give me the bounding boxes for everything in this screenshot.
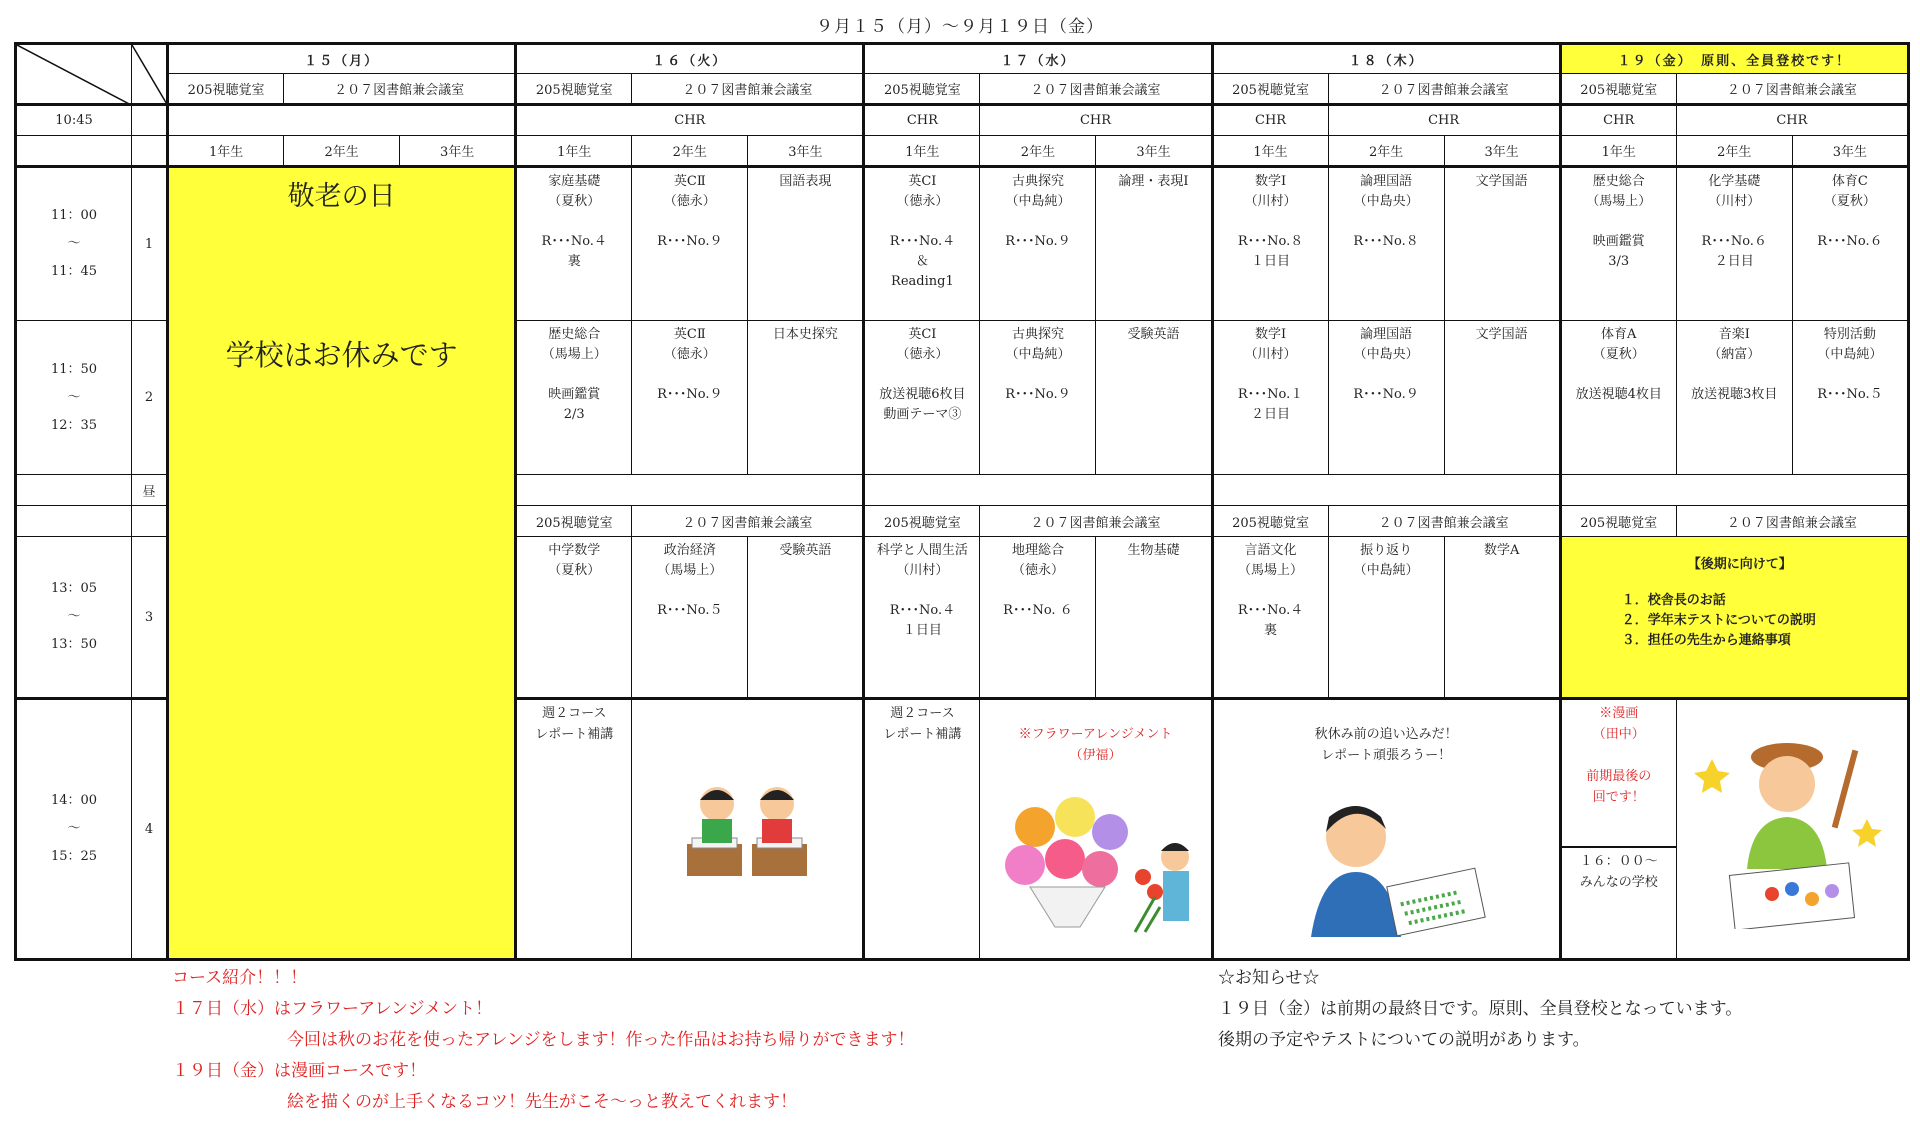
blank-chr-15: [168, 105, 516, 136]
room-lib: ２０７図書館兼会議室: [1676, 74, 1908, 105]
lunch-label: 昼: [132, 475, 168, 506]
note-line: 今回は秋のお花を使ったアレンジをします！作った作品はお持ち帰りができます！: [287, 1030, 915, 1050]
lesson-cell: 地理総合 （徳永） R･･･No. ６: [980, 537, 1096, 699]
makeup-class-16: 週２コース レポート補講: [516, 699, 632, 960]
lesson-cell: 振り返り （中島純）: [1328, 537, 1444, 699]
hr-time: 10:45: [16, 105, 132, 136]
lesson-cell: 論理国語 （中島央） R･･･No.８: [1328, 167, 1444, 321]
empty-cell: [16, 475, 132, 506]
chr-19-av: CHR: [1560, 105, 1676, 136]
chr-16: CHR: [516, 105, 864, 136]
lesson-cell: 音楽Ⅰ （納富） 放送視聴3枚目: [1676, 321, 1792, 475]
lesson-cell: 体育A （夏秋） 放送視聴4枚目: [1560, 321, 1676, 475]
grade-1: 1年生: [168, 136, 284, 167]
lesson-cell: 古典探究 （中島純） R･･･No.９: [980, 321, 1096, 475]
chr-19-lib: CHR: [1676, 105, 1908, 136]
day-header-15: １５（月）: [168, 44, 516, 74]
grade-2: 2年生: [284, 136, 400, 167]
room-lib: ２０７図書館兼会議室: [1676, 506, 1908, 537]
period-4-number: 4: [132, 699, 168, 960]
grade-3: 3年生: [748, 136, 864, 167]
lunch-19: [1560, 475, 1908, 506]
grade-1: 1年生: [1560, 136, 1676, 167]
note-line: １９日（金）は前期の最終日です。原則、全員登校となっています。: [1218, 999, 1743, 1019]
room-av: 205視聴覚室: [1212, 74, 1328, 105]
lesson-cell: 古典探究 （中島純） R･･･No.９: [980, 167, 1096, 321]
chr-18-av: CHR: [1212, 105, 1328, 136]
lesson-cell: 受験英語: [748, 537, 864, 699]
corner-cell: [16, 44, 132, 105]
note-line: １９日（金）は漫画コースです！: [172, 1061, 427, 1081]
chr-17-av: CHR: [864, 105, 980, 136]
period-4-time: 14：00 〜 15：25: [16, 699, 132, 960]
lesson-cell: 論理・表現Ⅰ: [1096, 167, 1212, 321]
note-line: 後期の予定やテストについての説明があります。: [1218, 1030, 1590, 1050]
chr-17-lib: CHR: [980, 105, 1212, 136]
note-line: 絵を描くのが上手くなるコツ！先生がこそ〜っと教えてくれます！: [287, 1092, 797, 1112]
announcement-box: [1560, 537, 1908, 699]
grade-1: 1年生: [516, 136, 632, 167]
lesson-cell: 化学基礎 （川村） R･･･No.６ ２日目: [1676, 167, 1792, 321]
room-lib: ２０７図書館兼会議室: [980, 506, 1212, 537]
lesson-cell: 体育C （夏秋） R･･･No.６: [1792, 167, 1908, 321]
room-lib: ２０７図書館兼会議室: [1328, 74, 1560, 105]
room-av: 205視聴覚室: [1560, 506, 1676, 537]
lesson-cell: 数学Ⅰ （川村） R･･･No.８ １日目: [1212, 167, 1328, 321]
lesson-cell: 生物基礎: [1096, 537, 1212, 699]
grade-2: 2年生: [1328, 136, 1444, 167]
lesson-cell: 文学国語: [1444, 167, 1560, 321]
lesson-cell: 日本史探究: [748, 321, 864, 475]
corner-cell-small: [132, 44, 168, 105]
day-header-19: １９（金） 原則、全員登校です！: [1560, 44, 1908, 74]
study-cell: [1212, 699, 1560, 960]
period-3-time: 13：05 〜 13：50: [16, 537, 132, 699]
note-line: コース紹介！！！: [172, 968, 308, 988]
manga-course-cell: ※漫画 （田中） 前期最後の 回です！: [1560, 699, 1676, 847]
announcement-notes: [1218, 963, 1742, 1056]
grade-2: 2年生: [980, 136, 1096, 167]
announcement-heading: 【後期に向けて】: [1687, 557, 1792, 572]
room-lib: ２０７図書館兼会議室: [1328, 506, 1560, 537]
period-1-time: 11：00 〜 11：45: [16, 167, 132, 321]
lunch-18: [1212, 475, 1560, 506]
lesson-cell: 政治経済 （馬場上） R･･･No.５: [632, 537, 748, 699]
room-av: 205視聴覚室: [1560, 74, 1676, 105]
period-3-number: 3: [132, 537, 168, 699]
grade-2: 2年生: [632, 136, 748, 167]
period-2-time: 11：50 〜 12：35: [16, 321, 132, 475]
lesson-cell: 数学A: [1444, 537, 1560, 699]
minna-no-gakko-cell: １６：００〜 みんなの学校: [1560, 847, 1676, 960]
flower-course-cell: [980, 699, 1212, 960]
chr-18-lib: CHR: [1328, 105, 1560, 136]
timetable: [14, 42, 1910, 961]
announcement-item: ３．担任の先生から連絡事項: [1621, 633, 1791, 648]
lesson-cell: 歴史総合 （馬場上） 映画鑑賞 3/3: [1560, 167, 1676, 321]
room-av: 205視聴覚室: [168, 74, 284, 105]
lesson-cell: 英CⅠ （徳永） 放送視聴6枚目 動画テーマ③: [864, 321, 980, 475]
lesson-cell: 言語文化 （馬場上） R･･･No.４ 裏: [1212, 537, 1328, 699]
lesson-cell: 科学と人間生活 （川村） R･･･No.４ １日目: [864, 537, 980, 699]
announcement-item: １．校舎長のお話: [1621, 593, 1726, 608]
announcement-item: ２．学年末テストについての説明: [1621, 613, 1816, 628]
day-header-16: １６（火）: [516, 44, 864, 74]
grade-1: 1年生: [1212, 136, 1328, 167]
lesson-cell: 英CⅡ （徳永） R･･･No.９: [632, 321, 748, 475]
grade-3: 3年生: [400, 136, 516, 167]
lesson-cell: 英CⅠ （徳永） R･･･No.４ ＆ Reading1: [864, 167, 980, 321]
empty-cell: [132, 136, 168, 167]
lesson-cell: 受験英語: [1096, 321, 1212, 475]
students-illustration: [632, 699, 864, 960]
lesson-cell: 歴史総合 （馬場上） 映画鑑賞 2/3: [516, 321, 632, 475]
empty-cell: [16, 136, 132, 167]
room-lib: ２０７図書館兼会議室: [632, 506, 864, 537]
grade-2: 2年生: [1676, 136, 1792, 167]
day-header-18: １８（木）: [1212, 44, 1560, 74]
period-1-number: 1: [132, 167, 168, 321]
lesson-cell: 特別活動 （中島純） R･･･No.５: [1792, 321, 1908, 475]
lunch-17: [864, 475, 1212, 506]
course-notes: [172, 963, 914, 1118]
room-av: 205視聴覚室: [864, 506, 980, 537]
empty-cell: [16, 506, 132, 537]
day-header-17: １７（水）: [864, 44, 1212, 74]
holiday-block: [168, 167, 516, 960]
flower-course-label: ※フラワーアレンジメント （伊福）: [1018, 727, 1173, 763]
grade-3: 3年生: [1444, 136, 1560, 167]
holiday-subtitle: 学校はお休みです: [225, 338, 458, 372]
room-lib: ２０７図書館兼会議室: [980, 74, 1212, 105]
room-lib: ２０７図書館兼会議室: [632, 74, 864, 105]
lesson-cell: 数学Ⅰ （川村） R･･･No.１ ２日目: [1212, 321, 1328, 475]
room-av: 205視聴覚室: [516, 74, 632, 105]
note-line: ☆お知らせ☆: [1218, 968, 1320, 988]
lesson-cell: 論理国語 （中島央） R･･･No.９: [1328, 321, 1444, 475]
holiday-title: 敬老の日: [287, 181, 396, 212]
room-av: 205視聴覚室: [1212, 506, 1328, 537]
grade-3: 3年生: [1096, 136, 1212, 167]
artist-illustration: [1676, 699, 1908, 960]
lesson-cell: 国語表現: [748, 167, 864, 321]
lunch-16: [516, 475, 864, 506]
lesson-cell: 家庭基礎 （夏秋） R･･･No.４ 裏: [516, 167, 632, 321]
lesson-cell: 中学数学 （夏秋）: [516, 537, 632, 699]
grade-3: 3年生: [1792, 136, 1908, 167]
lesson-cell: 英CⅡ （徳永） R･･･No.９: [632, 167, 748, 321]
makeup-class-17: 週２コース レポート補講: [864, 699, 980, 960]
note-line: １７日（水）はフラワーアレンジメント！: [172, 999, 493, 1019]
room-av: 205視聴覚室: [864, 74, 980, 105]
grade-1: 1年生: [864, 136, 980, 167]
page-title: ９月１５（月）〜９月１９日（金）: [816, 17, 1104, 37]
lesson-cell: 文学国語: [1444, 321, 1560, 475]
period-2-number: 2: [132, 321, 168, 475]
room-av: 205視聴覚室: [516, 506, 632, 537]
empty-cell: [132, 105, 168, 136]
room-lib: ２０７図書館兼会議室: [284, 74, 516, 105]
empty-cell: [132, 506, 168, 537]
study-message: 秋休み前の追い込みだ！ レポート頑張ろうー！: [1314, 727, 1458, 763]
